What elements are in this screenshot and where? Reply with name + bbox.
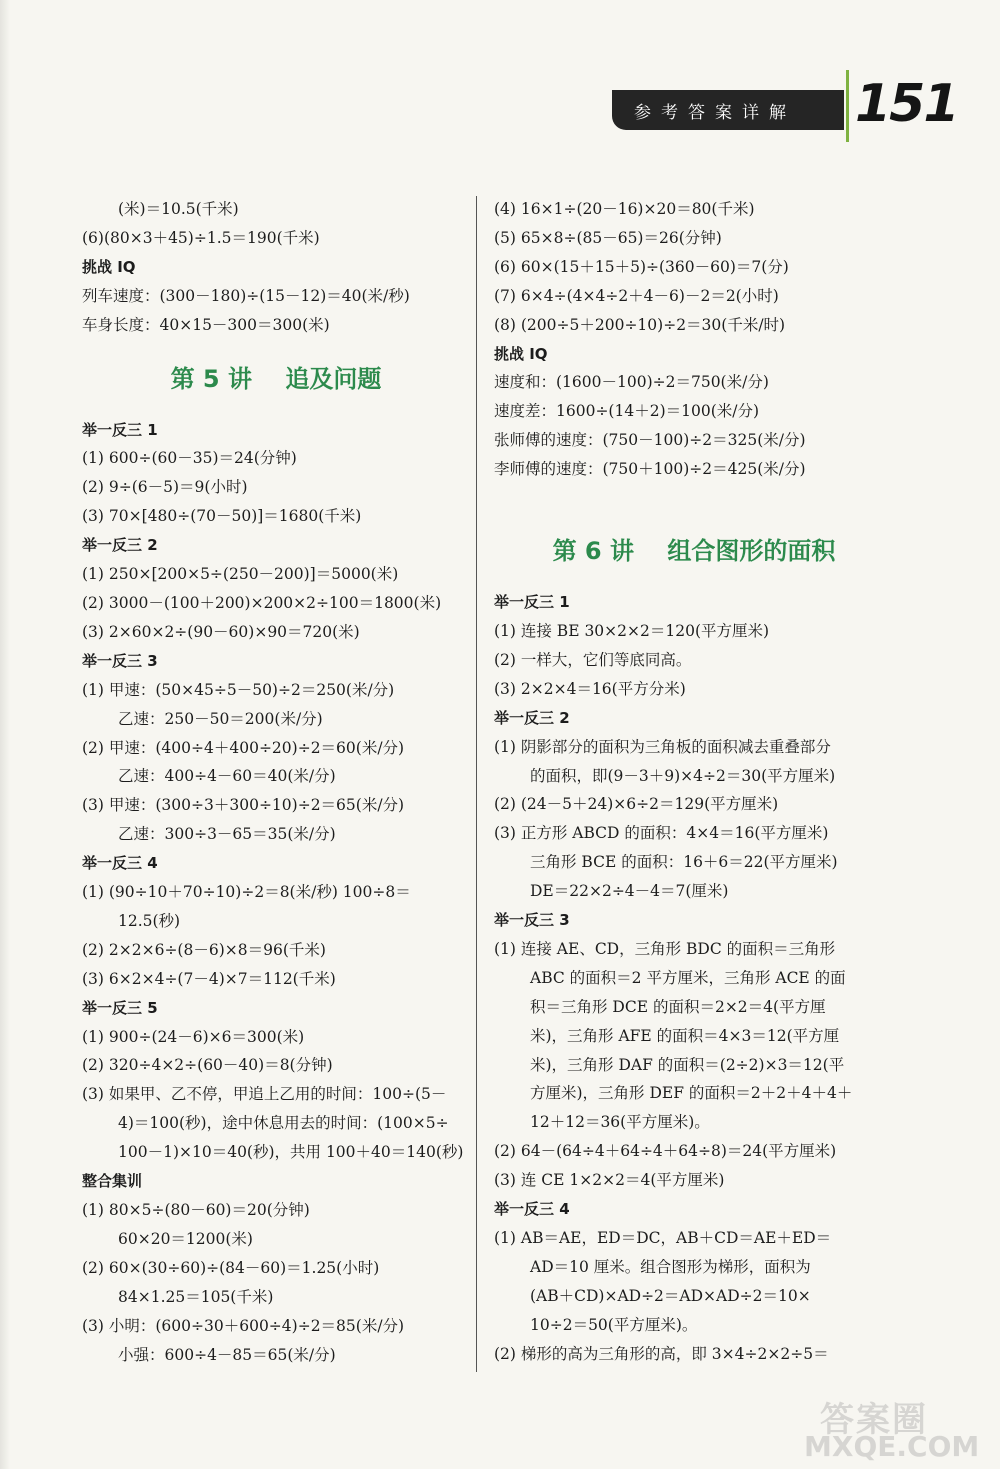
section-heading: 举一反三 3 <box>82 651 158 670</box>
answer-line: (1) 连接 BE 30×2×2＝120(平方厘米) <box>494 621 770 640</box>
answer-line: 速度差：1600÷(14＋2)＝100(米/分) <box>494 402 760 421</box>
answer-line: 100－1)×10＝40(秒)，共用 100＋40＝140(秒) <box>118 1143 464 1162</box>
header-green-rule <box>846 70 849 142</box>
answer-line: 乙速：250－50＝200(米/分) <box>118 709 323 728</box>
answer-line: (1) 连接 AE、CD，三角形 BDC 的面积＝三角形 <box>494 939 836 958</box>
answer-line: (3) 70×[480÷(70－50)]＝1680(千米) <box>82 507 362 526</box>
section-heading: 举一反三 4 <box>494 1200 570 1219</box>
answer-line: 乙速：400÷4－60＝40(米/分) <box>118 767 336 786</box>
answer-line: (4) 16×1÷(20－16)×20＝80(千米) <box>494 200 755 218</box>
answer-line: (1) 甲速：(50×45÷5－50)÷2＝250(米/分) <box>82 680 395 699</box>
answer-line: (3) 小明：(600÷30＋600÷4)÷2＝85(米/分) <box>82 1316 405 1335</box>
answer-line: (2) 梯形的高为三角形的高，即 3×4÷2×2÷5＝ <box>494 1344 829 1363</box>
answer-line: (3) 正方形 ABCD 的面积：4×4＝16(平方厘米) <box>494 824 829 843</box>
answer-line: 三角形 BCE 的面积：16＋6＝22(平方厘米) <box>530 853 838 872</box>
section-heading: 挑战 IQ <box>82 257 136 276</box>
answer-line: AD＝10 厘米。组合图形为梯形，面积为 <box>530 1257 811 1276</box>
answer-line: 小强：600÷4－85＝65(米/分) <box>118 1345 336 1364</box>
section-heading: 挑战 IQ <box>494 344 548 363</box>
answer-line: 速度和：(1600－100)÷2＝750(米/分) <box>494 373 769 392</box>
answer-line: 米)，三角形 AFE 的面积＝4×3＝12(平方厘 <box>530 1026 840 1045</box>
answer-line: (AB＋CD)×AD÷2＝AD×AD÷2＝10× <box>530 1286 811 1305</box>
answer-line: 张师傅的速度：(750－100)÷2＝325(米/分) <box>494 431 806 450</box>
answer-line: 列车速度：(300－180)÷(15－12)＝40(米/秒) <box>82 286 410 305</box>
answer-line: (1) 900÷(24－6)×6＝300(米) <box>82 1027 305 1046</box>
answer-line: (1) (90÷10＋70÷10)÷2＝8(米/秒) 100÷8＝ <box>82 883 411 902</box>
chapter-heading: 第 6 讲 组合图形的面积 <box>552 537 836 566</box>
section-heading: 举一反三 4 <box>82 854 158 873</box>
section-heading: 举一反三 5 <box>82 998 158 1017</box>
answer-line: (3) 连 CE 1×2×2＝4(平方厘米) <box>494 1171 725 1190</box>
section-heading: 整合集训 <box>82 1172 143 1191</box>
answer-line: (2) (24－5＋24)×6÷2＝129(平方厘米) <box>494 795 779 814</box>
answer-line: 车身长度：40×15－300＝300(米) <box>82 315 330 334</box>
section-heading: 举一反三 2 <box>494 708 570 727</box>
answer-line: 84×1.25＝105(千米) <box>118 1287 274 1306</box>
answer-line: 米)，三角形 DAF 的面积＝(2÷2)×3＝12(平 <box>530 1055 845 1074</box>
header-title-bar <box>612 90 844 130</box>
answer-line: (米)＝10.5(千米) <box>118 200 239 218</box>
answer-line: (3) 6×2×4÷(7－4)×7＝112(千米) <box>82 969 336 988</box>
answer-line: 积＝三角形 DCE 的面积＝2×2＝4(平方厘 <box>530 997 826 1016</box>
answer-line: (7) 6×4÷(4×4÷2＋4－6)－2＝2(小时) <box>494 286 779 305</box>
answer-line: (1) 250×[200×5÷(250－200)]＝5000(米) <box>82 565 399 584</box>
answer-line: 12.5(秒) <box>118 911 181 930</box>
watermark-en: MXQE.COM <box>804 1430 980 1463</box>
answer-line: (2) 3000－(100＋200)×200×2÷100＝1800(米) <box>82 593 442 612</box>
page-edge-shadow <box>0 0 10 1469</box>
left-column <box>82 195 470 1369</box>
answer-line: (2) 64－(64÷4＋64÷4＋64÷8)＝24(平方厘米) <box>494 1142 837 1161</box>
answer-line: DE＝22×2÷4－4＝7(厘米) <box>530 882 729 901</box>
answer-line: (8) (200÷5＋200÷10)÷2＝30(千米/时) <box>494 315 786 334</box>
answer-line: ABC 的面积＝2 平方厘米，三角形 ACE 的面 <box>530 968 846 987</box>
answer-line: 乙速：300÷3－65＝35(米/分) <box>118 825 336 844</box>
answer-line: (2) 320÷4×2÷(60－40)＝8(分钟) <box>82 1056 333 1075</box>
answer-line: (3) 2×2×4＝16(平方分米) <box>494 679 686 698</box>
answer-line: 方厘米)，三角形 DEF 的面积＝2＋2＋4＋4＋ <box>530 1084 853 1103</box>
answer-line: 12＋12＝36(平方厘米)。 <box>530 1113 710 1132</box>
column-divider <box>476 196 477 1372</box>
answer-line: (2) 9÷(6－5)＝9(小时) <box>82 478 248 497</box>
right-column <box>494 195 894 1369</box>
header-title: 参考答案详解 <box>634 102 796 123</box>
section-heading: 举一反三 2 <box>82 536 158 555</box>
chapter-heading: 第 5 讲 追及问题 <box>170 364 382 393</box>
answer-line: (1) 阴影部分的面积为三角板的面积减去重叠部分 <box>494 737 831 756</box>
answer-line: 李师傅的速度：(750＋100)÷2＝425(米/分) <box>494 460 806 479</box>
answer-line: (2) 一样大，它们等底同高。 <box>494 650 692 669</box>
answer-line: (2) 60×(30÷60)÷(84－60)＝1.25(小时) <box>82 1258 380 1277</box>
watermark-cn: 答案圈 <box>820 1400 928 1440</box>
answer-line: (3) 2×60×2÷(90－60)×90＝720(米) <box>82 622 360 641</box>
answer-line: 10÷2＝50(平方厘米)。 <box>530 1315 698 1334</box>
answer-line: (2) 2×2×6÷(8－6)×8＝96(千米) <box>82 940 326 959</box>
answer-line: (3) 甲速：(300÷3＋300÷10)÷2＝65(米/分) <box>82 796 405 815</box>
page-number: 151 <box>855 74 958 134</box>
answer-line: (6)(80×3＋45)÷1.5＝190(千米) <box>82 228 320 247</box>
answer-line: 4)＝100(秒)，途中休息用去的时间：(100×5÷ <box>118 1114 449 1133</box>
answer-line: (3) 如果甲、乙不停，甲追上乙用的时间：100÷(5－ <box>82 1085 447 1104</box>
section-heading: 举一反三 3 <box>494 911 570 930</box>
answer-line: (1) 600÷(60－35)＝24(分钟) <box>82 449 297 468</box>
answer-line: (2) 甲速：(400÷4＋400÷20)÷2＝60(米/分) <box>82 738 405 757</box>
answer-line: (6) 60×(15＋15＋5)÷(360－60)＝7(分) <box>494 257 789 276</box>
section-heading: 举一反三 1 <box>494 593 570 612</box>
section-heading: 举一反三 1 <box>82 420 158 439</box>
answer-line: (1) 80×5÷(80－60)＝20(分钟) <box>82 1201 310 1219</box>
answer-line: 的面积，即(9－3＋9)×4÷2＝30(平方厘米) <box>530 766 836 785</box>
watermark-logo <box>800 1392 990 1464</box>
answer-line: 60×20＝1200(米) <box>118 1229 253 1248</box>
answer-line: (5) 65×8÷(85－65)＝26(分钟) <box>494 228 722 247</box>
answer-line: (1) AB＝AE，ED＝DC，AB＋CD＝AE＋ED＝ <box>494 1229 832 1247</box>
